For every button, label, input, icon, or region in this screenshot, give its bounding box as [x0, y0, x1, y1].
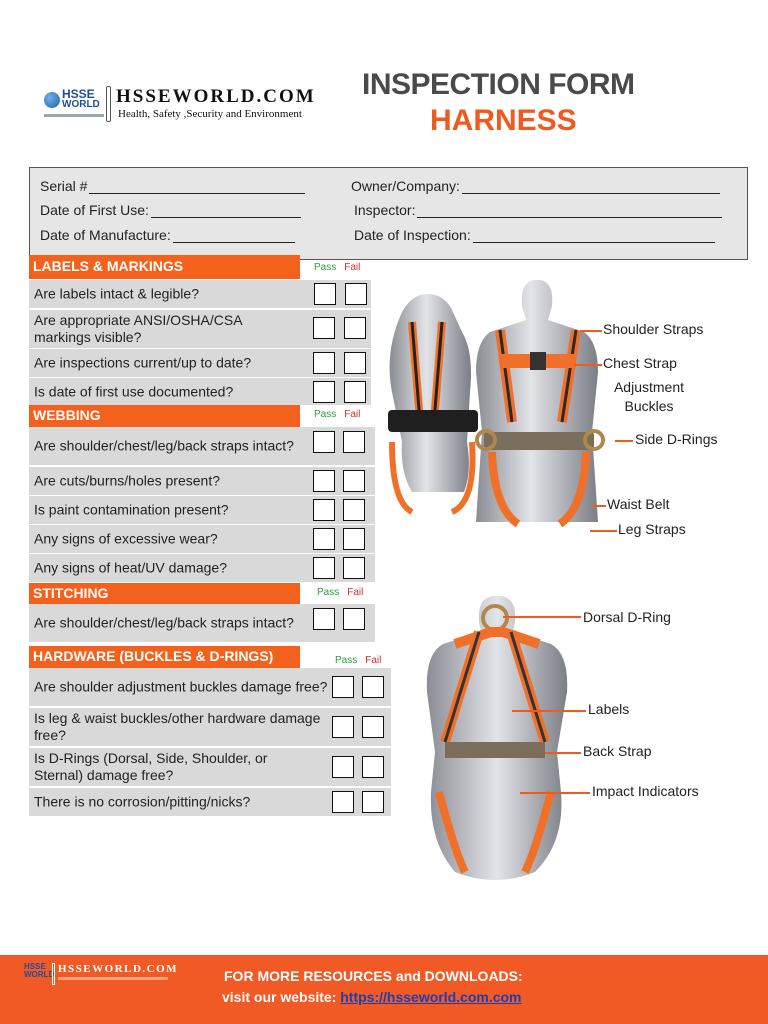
fail-checkbox[interactable] — [362, 676, 384, 698]
footer-logo — [24, 963, 184, 989]
fail-label: Fail — [344, 262, 361, 273]
callout-dorsal-d-ring: Dorsal D-Ring — [583, 609, 671, 625]
pass-checkbox[interactable] — [332, 676, 354, 698]
pass-checkbox[interactable] — [313, 470, 335, 492]
pass-checkbox[interactable] — [313, 499, 335, 521]
callout-leg-straps: Leg Straps — [618, 521, 686, 537]
footer-badge-hsse: HSSE — [24, 962, 46, 971]
footer-logo-badge — [24, 963, 54, 979]
footer-logo-name: HSSEWORLD.COM — [58, 963, 179, 975]
hsse-world-badge — [42, 88, 104, 120]
checklist-row — [29, 378, 371, 405]
checklist-question: Any signs of excessive wear? — [34, 530, 218, 547]
callout-back-strap: Back Strap — [583, 743, 652, 759]
callout-line — [520, 792, 590, 794]
footer-resources-text: FOR MORE RESOURCES and DOWNLOADS: — [224, 968, 523, 984]
checklist-question: Are appropriate ANSI/OSHA/CSA markings visible? — [34, 312, 242, 345]
callout-line — [590, 530, 617, 532]
callout-line — [512, 710, 586, 712]
footer-website-prefix: visit our website: — [222, 989, 341, 1005]
fail-checkbox[interactable] — [343, 608, 365, 630]
pass-checkbox[interactable] — [313, 381, 335, 403]
fail-checkbox[interactable] — [344, 381, 366, 403]
pass-checkbox[interactable] — [313, 317, 335, 339]
logo-site-name: HSSEWORLD.COM — [116, 86, 316, 107]
inspection-date-line[interactable] — [473, 229, 715, 243]
checklist-question: Are cuts/burns/holes present? — [34, 472, 220, 489]
checklist-question: Are shoulder adjustment buckles damage free? — [34, 678, 328, 695]
checklist-question: There is no corrosion/pitting/nicks? — [34, 793, 251, 810]
checklist-row — [29, 280, 371, 308]
inspection-date-label: Date of Inspection: — [354, 227, 471, 243]
checklist-question: Is D-Rings (Dorsal, Side, Shoulder, or Sternal) damage free? — [34, 750, 268, 783]
serial-field[interactable] — [40, 178, 305, 194]
checklist-question: Are labels intact & legible? — [34, 285, 199, 302]
callout-adjustment-buckles: Adjustment Buckles — [613, 379, 685, 414]
checklist-question: Are shoulder/chest/leg/back straps intact? — [34, 437, 294, 454]
pass-checkbox[interactable] — [332, 756, 354, 778]
checklist-row — [29, 708, 391, 746]
checklist-question: Are shoulder/chest/leg/back straps intact? — [34, 614, 294, 631]
pass-fail-header — [317, 587, 363, 598]
inspector-line[interactable] — [417, 204, 722, 218]
callout-line — [592, 505, 606, 507]
checklist-row — [29, 496, 375, 524]
callout-labels: Labels — [588, 701, 630, 717]
fail-checkbox[interactable] — [343, 499, 365, 521]
pass-checkbox[interactable] — [313, 352, 335, 374]
pass-fail-header — [335, 655, 381, 666]
checklist-row — [29, 310, 371, 348]
footer-logo-tagline-strip — [58, 977, 168, 980]
footer-badge-world: WORLD — [24, 970, 55, 979]
side-mannequin — [390, 294, 471, 492]
inspector-field[interactable] — [354, 202, 722, 218]
harness-front-image — [372, 272, 612, 544]
pass-checkbox[interactable] — [314, 283, 336, 305]
callout-shoulder-straps: Shoulder Straps — [603, 321, 704, 337]
checklist-row — [29, 668, 391, 706]
fail-label: Fail — [347, 587, 364, 598]
footer-logo-bar — [52, 963, 55, 985]
logo-tagline: Health, Safety ,Security and Environment — [118, 108, 302, 120]
manufacture-line[interactable] — [173, 229, 295, 243]
fail-label: Fail — [344, 409, 361, 420]
badge-fine-print — [44, 114, 104, 117]
first-use-field[interactable] — [40, 202, 301, 218]
pass-checkbox[interactable] — [313, 528, 335, 550]
fail-checkbox[interactable] — [343, 470, 365, 492]
page-title: INSPECTION FORM — [362, 68, 635, 101]
pass-label: Pass — [317, 587, 340, 598]
checklist-row — [29, 554, 375, 582]
first-use-label: Date of First Use: — [40, 202, 149, 218]
checklist-row — [29, 604, 375, 642]
callout-line — [575, 364, 602, 366]
owner-field[interactable] — [351, 178, 720, 194]
pass-label: Pass — [314, 262, 337, 273]
checklist-row — [29, 427, 375, 465]
section-labels-markings: LABELS & MARKINGS — [29, 255, 300, 279]
badge-world-text: WORLD — [62, 99, 100, 110]
fail-checkbox[interactable] — [344, 352, 366, 374]
fail-checkbox[interactable] — [362, 791, 384, 813]
checklist-row — [29, 748, 391, 786]
page-subtitle: HARNESS — [430, 104, 577, 137]
hsseworld-logo — [42, 86, 342, 126]
footer-banner — [0, 955, 768, 1024]
manufacture-label: Date of Manufacture: — [40, 227, 171, 243]
owner-line[interactable] — [462, 180, 720, 194]
pass-fail-header — [314, 262, 360, 273]
pass-checkbox[interactable] — [332, 791, 354, 813]
fail-checkbox[interactable] — [343, 528, 365, 550]
harness-back-image — [415, 592, 585, 890]
section-stitching: STITCHING — [29, 583, 300, 604]
serial-line[interactable] — [89, 180, 305, 194]
fail-checkbox[interactable] — [343, 431, 365, 453]
info-box — [29, 167, 748, 260]
checklist-row — [29, 788, 391, 816]
fail-label: Fail — [365, 655, 382, 666]
checklist-question: Is paint contamination present? — [34, 501, 229, 518]
pass-checkbox[interactable] — [313, 608, 335, 630]
section-webbing: WEBBING — [29, 405, 300, 427]
callout-line — [545, 752, 581, 754]
pass-fail-header — [314, 409, 360, 420]
callout-line — [580, 330, 602, 332]
fail-checkbox[interactable] — [344, 317, 366, 339]
callout-side-d-rings: Side D-Rings — [635, 431, 718, 447]
pass-checkbox[interactable] — [313, 557, 335, 579]
fail-checkbox[interactable] — [343, 557, 365, 579]
manufacture-field[interactable] — [40, 227, 295, 243]
owner-label: Owner/Company: — [351, 178, 460, 194]
callout-waist-belt: Waist Belt — [607, 496, 670, 512]
pass-label: Pass — [314, 409, 337, 420]
checklist-row — [29, 467, 375, 495]
checklist-question: Is leg & waist buckles/other hardware damage free? — [34, 710, 321, 743]
section-hardware: HARDWARE (BUCKLES & D-RINGS) — [29, 646, 300, 668]
fail-checkbox[interactable] — [362, 716, 384, 738]
callout-line — [503, 616, 581, 618]
inspection-date-field[interactable] — [354, 227, 715, 243]
checklist-question: Are inspections current/up to date? — [34, 354, 252, 371]
callout-impact-indicators: Impact Indicators — [592, 783, 699, 799]
serial-label: Serial # — [40, 178, 88, 194]
footer-website-line — [222, 989, 522, 1005]
callout-line — [615, 440, 633, 442]
logo-bar — [106, 86, 111, 122]
inspector-label: Inspector: — [354, 202, 416, 218]
checklist-row — [29, 349, 371, 377]
checklist-row — [29, 525, 375, 553]
checklist-question: Any signs of heat/UV damage? — [34, 559, 228, 576]
globe-icon — [44, 92, 60, 108]
checklist-question: Is date of first use documented? — [34, 383, 234, 399]
pass-checkbox[interactable] — [332, 716, 354, 738]
fail-checkbox[interactable] — [362, 756, 384, 778]
first-use-line[interactable] — [151, 204, 301, 218]
pass-label: Pass — [335, 655, 358, 666]
callout-chest-strap: Chest Strap — [603, 355, 677, 371]
fail-checkbox[interactable] — [345, 283, 367, 305]
badge-hsse-text: HSSE — [62, 87, 95, 101]
footer-website-link[interactable]: https://hsseworld.com.com — [340, 989, 522, 1005]
pass-checkbox[interactable] — [313, 431, 335, 453]
